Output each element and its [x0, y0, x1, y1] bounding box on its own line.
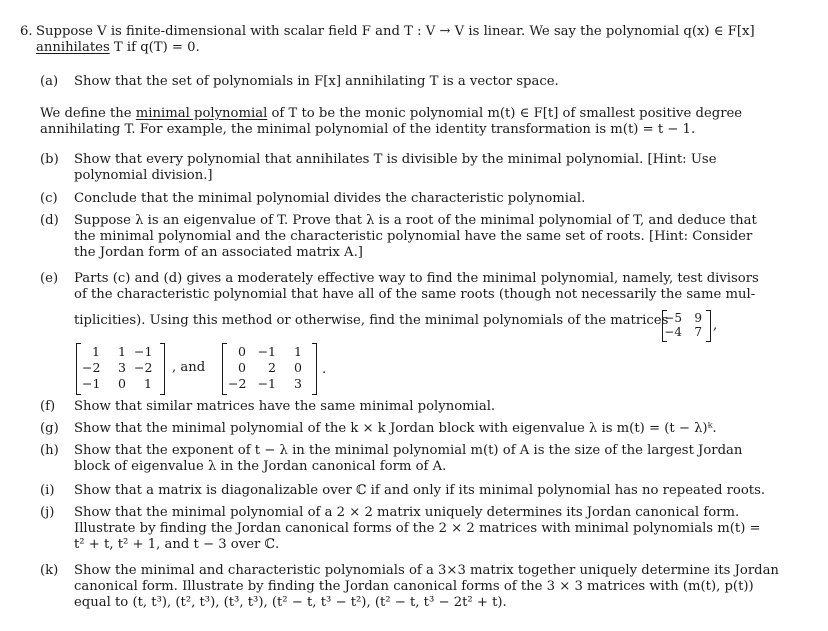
matrix-cell: 0	[294, 360, 302, 375]
part-text: Parts (c) and (d) gives a moderately effective way to find the minimal polynomial, namely, test divisors	[74, 271, 759, 286]
matrix-3x3-grid	[82, 344, 152, 392]
term-minimal-polynomial: minimal polynomial	[135, 106, 268, 121]
part-text: canonical form. Illustrate by finding the Jordan canonical forms of the 3 × 3 matrices with (m(t), p(t))	[74, 579, 754, 594]
matrix-bracket-right	[706, 310, 711, 342]
part-text: Show that every polynomial that annihilates T is divisible by the minimal polynomial. [Hint: Use	[74, 152, 717, 167]
part-g	[40, 421, 810, 437]
part-label: (b)	[40, 152, 59, 167]
part-text: block of eigenvalue λ in the Jordan canonical form of A.	[74, 459, 447, 474]
problem-line-2: T if q(T) = 0.	[109, 40, 200, 55]
matrix-cell: 1	[144, 376, 152, 391]
part-label: (e)	[40, 271, 59, 286]
part-text: Show that the set of polynomials in F[x] annihilating T is a vector space.	[74, 74, 559, 89]
matrix-cell: 9	[694, 311, 702, 325]
matrix-cell: −2	[134, 360, 153, 375]
definition-paragraph	[40, 106, 810, 138]
matrix-cell: −1	[257, 344, 276, 359]
part-text: Show that the exponent of t − λ in the minimal polynomial m(t) of A is the size of the largest Jordan	[74, 443, 743, 458]
problem-line-1: Suppose V is finite-dimensional with scalar field F and T : V → V is linear. We say the polynomial q(x) ∈ F[x]	[36, 24, 755, 39]
matrix-cell: 3	[294, 376, 302, 391]
term-annihilates: annihilates	[36, 40, 110, 55]
part-i	[40, 483, 810, 499]
part-text: Show that similar matrices have the same minimal polynomial.	[74, 399, 496, 414]
and-word: , and	[172, 360, 206, 375]
definition-line-2: annihilating T. For example, the minimal polynomial of the identity transformation is m(t) = t − 1.	[40, 122, 696, 137]
matrix-cell: 2	[268, 360, 276, 375]
matrix-bracket-right	[312, 343, 317, 395]
problem-statement	[20, 24, 810, 56]
part-text: equal to (t, t³), (t², t³), (t³, t³), (t² − t, t³ − t²), (t² − t, t³ − 2t² + t).	[74, 595, 507, 610]
part-text: Show that the minimal polynomial of a 2 × 2 matrix uniquely determines its Jordan canonical form.	[74, 505, 740, 520]
matrix-cell: −2	[228, 376, 247, 391]
part-d	[40, 213, 810, 261]
part-text: of the characteristic polynomial that have all of the same roots (though not necessarily the same mul-	[74, 287, 756, 302]
definition-text: We define the	[40, 106, 136, 121]
matrix-cell: 0	[238, 344, 246, 359]
problem-number: 6.	[20, 24, 33, 39]
part-label: (c)	[40, 191, 58, 206]
part-a	[40, 74, 810, 90]
period: .	[322, 362, 327, 377]
matrix-cell: −1	[257, 376, 276, 391]
part-b	[40, 152, 810, 184]
part-text: tiplicities). Using this method or otherwise, find the minimal polynomials of the matrices	[74, 313, 669, 328]
part-c	[40, 191, 810, 207]
matrix-bracket-right	[160, 343, 165, 395]
part-j	[40, 505, 810, 553]
part-label: (j)	[40, 505, 55, 520]
part-text: Suppose λ is an eigenvalue of T. Prove that λ is a root of the minimal polynomial of T, and deduce that	[74, 213, 757, 228]
matrix-cell: 3	[118, 360, 126, 375]
matrix-cell: −5	[664, 311, 682, 325]
definition-text: of T to be the monic polynomial m(t) ∈ F[t] of smallest positive degree	[267, 106, 743, 121]
part-text: Show the minimal and characteristic polynomials of a 3×3 matrix together uniquely determine its Jordan	[74, 563, 779, 578]
matrix-cell: −1	[82, 376, 101, 391]
part-k	[40, 563, 810, 611]
part-text: Conclude that the minimal polynomial divides the characteristic polynomial.	[74, 191, 586, 206]
matrix-cell: 0	[118, 376, 126, 391]
matrix-cell: 1	[294, 344, 302, 359]
matrix-3x3-grid	[228, 344, 302, 392]
matrix-cell: 1	[118, 344, 126, 359]
matrix-cell: −4	[664, 325, 682, 339]
matrix-bracket-left	[222, 343, 227, 395]
part-text: Show that the minimal polynomial of the k × k Jordan block with eigenvalue λ is m(t) = (t − λ)ᵏ.	[74, 421, 717, 436]
part-h	[40, 443, 810, 475]
part-label: (g)	[40, 421, 59, 436]
matrix-cell: −1	[134, 344, 153, 359]
matrix-cell: 7	[694, 325, 702, 339]
part-label: (a)	[40, 74, 59, 89]
part-text: the Jordan form of an associated matrix A.]	[74, 245, 363, 260]
part-label: (d)	[40, 213, 59, 228]
comma: ,	[713, 318, 718, 333]
part-text: polynomial division.]	[74, 168, 213, 183]
matrix-cell: 1	[92, 344, 100, 359]
part-label: (k)	[40, 563, 59, 578]
matrix-2x2-grid	[664, 311, 702, 339]
part-f	[40, 399, 810, 415]
part-text: t² + t, t² + 1, and t − 3 over ℂ.	[74, 537, 280, 552]
part-text: Show that a matrix is diagonalizable over ℂ if and only if its minimal polynomial has no repeated roots.	[74, 483, 766, 498]
matrix-cell: −2	[82, 360, 101, 375]
part-text: Illustrate by finding the Jordan canonical forms of the 2 × 2 matrices with minimal polynomials m(t) =	[74, 521, 761, 536]
matrix-cell: 0	[238, 360, 246, 375]
part-text: the minimal polynomial and the characteristic polynomial have the same set of roots. [Hint: Consider	[74, 229, 753, 244]
matrix-bracket-left	[76, 343, 81, 395]
part-label: (i)	[40, 483, 55, 498]
part-label: (h)	[40, 443, 59, 458]
part-label: (f)	[40, 399, 56, 414]
